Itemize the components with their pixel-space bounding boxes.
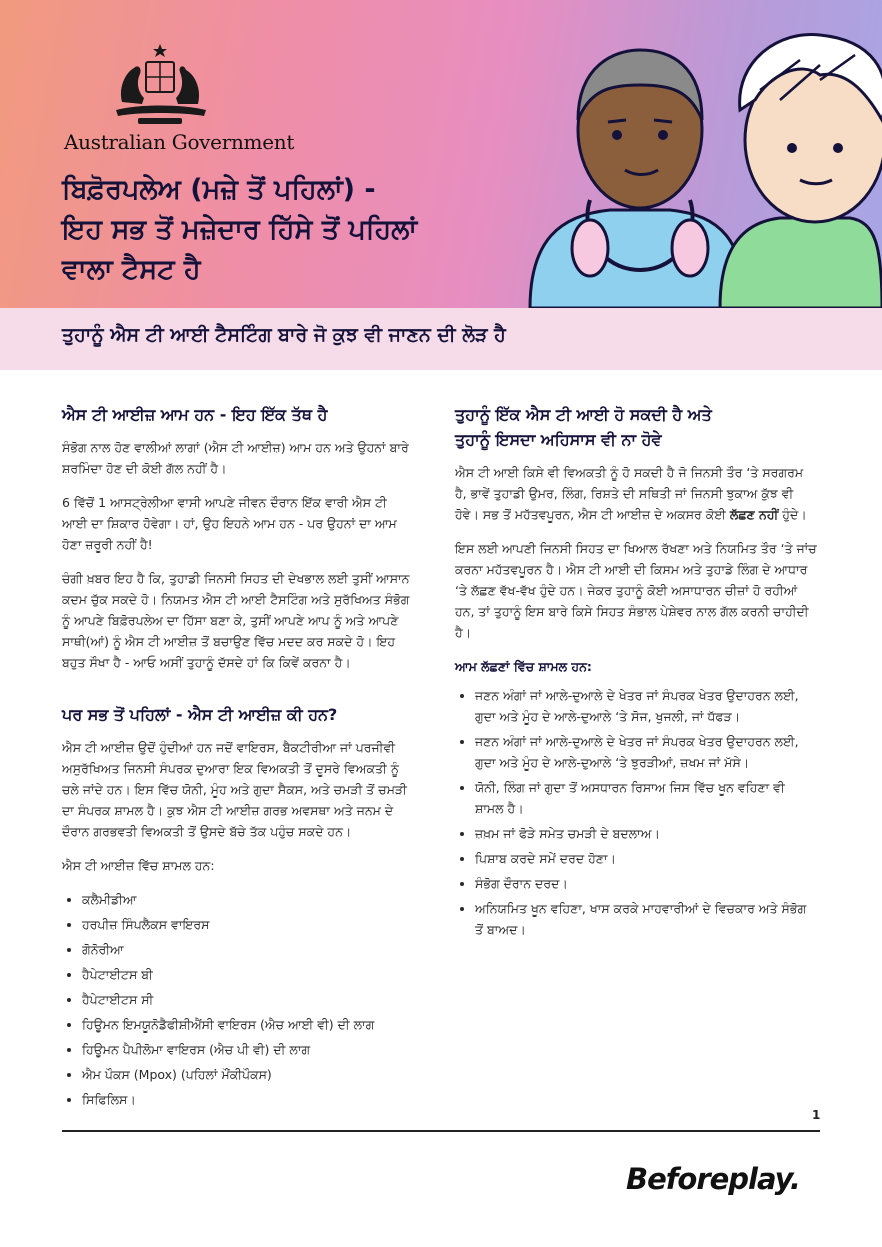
coat-of-arms-logo xyxy=(108,42,213,127)
list-item: • ਕਲੈਮੀਡੀਆ xyxy=(82,889,412,910)
list-item: • ਐਮ ਪੌਕਸ (Mpox) (ਪਹਿਲਾਂ ਮੌਂਕੀਪੌਕਸ) xyxy=(82,1064,412,1085)
paragraph: ਚੰਗੀ ਖ਼ਬਰ ਇਹ ਹੈ ਕਿ, ਤੁਹਾਡੀ ਜਿਨਸੀ ਸਿਹਤ ਦੀ ਦੇਖਭਾਲ ਲਈ ਤੁਸੀਂ ਆਸਾਨ ਕਦਮ ਚੁੱਕ ਸਕਦੇ ਹੋ। ਨਿਯਮਤ ਐਸ ਟੀ ਆਈ ਟੈਸਟਿੰਗ ਅਤੇ ਸੁਰੱਖਿਅਤ ਸੰਭੋਗ ਨੂੰ ਆਪਣੇ ਬਿਫ਼ੋਰਪਲੇਅ ਦਾ ਹਿੱਸਾ ਬਣਾ ਕੇ, ਤੁਸੀਂ ਆਪਣੇ ਆਪ ਨੂੰ ਅਤੇ ਆਪਣੇ ਸਾਥੀ(ਆਂ) ਨੂੰ ਐਸ ਟੀ ਆਈਜ਼ ਤੋਂ ਬਚਾਉਣ ਵਿੱਚ ਮਦਦ ਕਰ ਸਕਦੇ ਹੋ। ਇਹ ਬਹੁਤ ਸੌਖਾ ਹੈ - ਆਓ ਅਸੀਂ ਤੁਹਾਨੂੰ ਦੱਸਦੇ ਹਾਂ ਕਿ ਕਿਵੇਂ ਕਰਨਾ ਹੈ। xyxy=(62,571,410,670)
heading-line: ਤੁਹਾਨੂੰ ਇਸਦਾ ਅਹਿਸਾਸ ਵੀ ਨਾ ਹੋਵੇ xyxy=(455,430,662,449)
list-intro: ਐਸ ਟੀ ਆਈਜ਼ ਵਿੱਚ ਸ਼ਾਮਲ ਹਨ: xyxy=(62,858,215,873)
people-illustration xyxy=(520,30,882,308)
list-item: • ਸੰਭੋਗ ਦੌਰਾਨ ਦਰਦ। xyxy=(475,873,817,894)
subtitle-band xyxy=(0,308,882,370)
title-line-1: ਬਿਫ਼ੋਰਪਲੇਅ (ਮਜ਼ੇ ਤੋਂ ਪਹਿਲਾਂ) - xyxy=(62,174,376,205)
section-heading-you-may-have-sti xyxy=(455,402,817,452)
list-item: • ਹੈਪੇਟਾਈਟਸ ਸੀ xyxy=(82,989,412,1010)
emphasis-no-symptoms: ਲੱਛਣ ਨਹੀਂ xyxy=(729,507,779,522)
paragraph: 6 ਵਿੱਚੋਂ 1 ਆਸਟ੍ਰੇਲੀਆ ਵਾਸੀ ਆਪਣੇ ਜੀਵਨ ਦੌਰਾਨ ਇੱਕ ਵਾਰੀ ਐਸ ਟੀ ਆਈ ਦਾ ਸ਼ਿਕਾਰ ਹੋਵੇਗਾ। ਹਾਂ, ਉਹ ਇਹਨੇ ਆਮ ਹਨ - ਪਰ ਉਹਨਾਂ ਦਾ ਆਮ ਹੋਣਾ ਜ਼ਰੂਰੀ ਨਹੀਂ ਹੈ! xyxy=(62,495,397,552)
list-item: • ਹਿਊਮਨ ਪੈਪੀਲੋਮਾ ਵਾਇਰਸ (ਐਚ ਪੀ ਵੀ) ਦੀ ਲਾਗ xyxy=(82,1039,412,1060)
page-title xyxy=(62,170,582,290)
list-item: • ਗੋਨੋਰੀਆ xyxy=(82,939,412,960)
list-item: • ਜਣਨ ਅੰਗਾਂ ਜਾਂ ਆਲੇ-ਦੁਆਲੇ ਦੇ ਖੇਤਰ ਜਾਂ ਸੰਪਰਕ ਖੇਤਰ ਉਦਾਹਰਨ ਲਈ, ਗੁਦਾ ਅਤੇ ਮੂੰਹ ਦੇ ਆਲੇ-ਦੁਆਲੇ ‘ਤੇ ਝੁਰੜੀਆਂ, ਜ਼ਖਮ ਜਾਂ ਮੱਸੇ। xyxy=(475,731,817,773)
page-number: 1 xyxy=(812,1108,821,1122)
list-item: • ਹਿਊਮਨ ਇਮਯੂਨੋਡੈਫੀਸ਼ੀਐਂਸੀ ਵਾਇਰਸ (ਐਚ ਆਈ ਵੀ) ਦੀ ਲਾਗ xyxy=(82,1014,412,1035)
government-name: Australian Government xyxy=(64,130,295,154)
list-item: • ਹਰਪੀਜ਼ ਸਿੰਪਲੈਕਸ ਵਾਇਰਸ xyxy=(82,914,412,935)
paragraph: ਐਸ ਟੀ ਆਈਜ਼ ਉਦੋਂ ਹੁੰਦੀਆਂ ਹਨ ਜਦੋਂ ਵਾਇਰਸ, ਬੈਕਟੀਰੀਆ ਜਾਂ ਪਰਜੀਵੀ ਅਸੁਰੱਖਿਅਤ ਜਿਨਸੀ ਸੰਪਰਕ ਦੁਆਰਾ ਇਕ ਵਿਅਕਤੀ ਤੋਂ ਦੂਸਰੇ ਵਿਅਕਤੀ ਨੂੰ ਚਲੇ ਜਾਂਦੇ ਹਨ। ਇਸ ਵਿੱਚ ਯੋਨੀ, ਮੂੰਹ ਅਤੇ ਗੁਦਾ ਸੈਕਸ, ਅਤੇ ਚਮੜੀ ਤੋਂ ਚਮੜੀ ਦਾ ਸੰਪਰਕ ਸ਼ਾਮਲ ਹੈ। ਕੁਝ ਐਸ ਟੀ ਆਈਜ਼ ਗਰਭ ਅਵਸਥਾ ਅਤੇ ਜਨਮ ਦੇ ਦੌਰਾਨ ਗਰਭਵਤੀ ਵਿਅਕਤੀ ਤੋਂ ਉਸਦੇ ਬੱਚੇ ਤੱਕ ਪਹੁੰਚ ਸਕਦੇ ਹਨ। xyxy=(62,740,407,839)
subtitle: ਤੁਹਾਨੂੰ ਐਸ ਟੀ ਆਈ ਟੈਸਟਿੰਗ ਬਾਰੇ ਜੋ ਕੁਝ ਵੀ ਜਾਣਨ ਦੀ ਲੋੜ ਹੈ xyxy=(62,324,506,346)
paragraph xyxy=(455,462,817,525)
paragraph: ਸੰਭੋਗ ਨਾਲ ਹੋਣ ਵਾਲੀਆਂ ਲਾਗਾਂ (ਐਸ ਟੀ ਆਈਜ਼) ਆਮ ਹਨ ਅਤੇ ਉਹਨਾਂ ਬਾਰੇ ਸ਼ਰਮਿੰਦਾ ਹੋਣ ਦੀ ਕੋਈ ਗੱਲ ਨਹੀਂ ਹੈ। xyxy=(62,440,409,476)
beforeplay-logo: Beforeplay. xyxy=(626,1162,800,1196)
title-line-2: ਇਹ ਸਭ ਤੋਂ ਮਜ਼ੇਦਾਰ ਹਿੱਸੇ ਤੋਂ ਪਹਿਲਾਂ xyxy=(62,214,418,245)
heading-line: ਤੁਹਾਨੂੰ ਇੱਕ ਐਸ ਟੀ ਆਈ ਹੋ ਸਕਦੀ ਹੈ ਅਤੇ xyxy=(455,405,712,424)
list-item: • ਹੈਪੇਟਾਈਟਸ ਬੀ xyxy=(82,964,412,985)
section-heading-what-are-stis: ਪਰ ਸਭ ਤੋਂ ਪਹਿਲਾਂ - ਐਸ ਟੀ ਆਈਜ਼ ਕੀ ਹਨ? xyxy=(62,705,338,724)
list-item: • ਅਨਿਯਮਿਤ ਖੂਨ ਵਹਿਣਾ, ਖਾਸ ਕਰਕੇ ਮਾਹਵਾਰੀਆਂ ਦੇ ਵਿਚਕਾਰ ਅਤੇ ਸੰਭੋਗ ਤੋਂ ਬਾਅਦ। xyxy=(475,898,817,940)
list-item: • ਯੋਨੀ, ਲਿੰਗ ਜਾਂ ਗੁਦਾ ਤੋਂ ਅਸਧਾਰਨ ਰਿਸਾਅ ਜਿਸ ਵਿੱਚ ਖੂਨ ਵਹਿਣਾ ਵੀ ਸ਼ਾਮਲ ਹੈ। xyxy=(475,777,817,819)
paragraph-text: ਐਸ ਟੀ ਆਈ ਕਿਸੇ ਵੀ ਵਿਅਕਤੀ ਨੂੰ ਹੋ ਸਕਦੀ ਹੈ ਜੋ ਜਿਨਸੀ ਤੌਰ ‘ਤੇ ਸਰਗਰਮ ਹੈ, ਭਾਵੇਂ ਤੁਹਾਡੀ ਉਮਰ, ਲਿੰਗ, ਰਿਸ਼ਤੇ ਦੀ ਸਥਿਤੀ ਜਾਂ ਜਿਨਸੀ ਝੁਕਾਅ ਕੁੱਝ ਵੀ ਹੋਵੇ। ਸਭ ਤੋਂ ਮਹੱਤਵਪੂਰਨ, ਐਸ ਟੀ ਆਈਜ਼ ਦੇ ਅਕਸਰ ਕੋਈ xyxy=(455,465,804,522)
list-item: • ਜਣਨ ਅੰਗਾਂ ਜਾਂ ਆਲੇ-ਦੁਆਲੇ ਦੇ ਖੇਤਰ ਜਾਂ ਸੰਪਰਕ ਖੇਤਰ ਉਦਾਹਰਨ ਲਈ, ਗੁਦਾ ਅਤੇ ਮੂੰਹ ਦੇ ਆਲੇ-ਦੁਆਲੇ ‘ਤੇ ਸੋਜ, ਖੁਜਲੀ, ਜਾਂ ਧੱਫੜ। xyxy=(475,685,817,727)
list-item: • ਸਿਫਿਲਿਸ। xyxy=(82,1089,412,1110)
paragraph-text-end: ਹੁੰਦੇ। xyxy=(782,507,807,522)
hero-banner xyxy=(0,0,882,308)
symptoms-list xyxy=(455,685,817,940)
symptoms-heading: ਆਮ ਲੱਛਣਾਂ ਵਿੱਚ ਸ਼ਾਮਲ ਹਨ: xyxy=(455,659,592,674)
title-line-3: ਵਾਲਾ ਟੈਸਟ ਹੈ xyxy=(62,254,201,285)
list-item: • ਪਿਸ਼ਾਬ ਕਰਦੇ ਸਮੇਂ ਦਰਦ ਹੋਣਾ। xyxy=(475,848,817,869)
list-item: • ਜ਼ਖ਼ਮ ਜਾਂ ਫੋੜੇ ਸਮੇਤ ਚਮੜੀ ਦੇ ਬਦਲਾਅ। xyxy=(475,823,817,844)
section-heading-sti-common: ਐਸ ਟੀ ਆਈਜ਼ ਆਮ ਹਨ - ਇਹ ਇੱਕ ਤੱਥ ਹੈ xyxy=(62,405,328,424)
sti-list xyxy=(62,889,412,1110)
right-column xyxy=(455,402,817,952)
left-column xyxy=(62,402,412,1122)
footer-divider xyxy=(62,1130,820,1132)
paragraph: ਇਸ ਲਈ ਆਪਣੀ ਜਿਨਸੀ ਸਿਹਤ ਦਾ ਖਿਆਲ ਰੱਖਣਾ ਅਤੇ ਨਿਯਮਿਤ ਤੌਰ ‘ਤੇ ਜਾਂਚ ਕਰਨਾ ਮਹੱਤਵਪੂਰਨ ਹੈ। ਐਸ ਟੀ ਆਈ ਦੀ ਕਿਸਮ ਅਤੇ ਤੁਹਾਡੇ ਲਿੰਗ ਦੇ ਆਧਾਰ ‘ਤੇ ਲੱਛਣ ਵੱਖ-ਵੱਖ ਹੁੰਦੇ ਹਨ। ਜੇਕਰ ਤੁਹਾਨੂੰ ਕੋਈ ਅਸਾਧਾਰਨ ਚੀਜ਼ਾਂ ਹੋ ਰਹੀਆਂ ਹਨ, ਤਾਂ ਤੁਹਾਨੂੰ ਇਸ ਬਾਰੇ ਕਿਸੇ ਸਿਹਤ ਸੰਭਾਲ ਪੇਸ਼ੇਵਰ ਨਾਲ ਗੱਲ ਕਰਨੀ ਚਾਹੀਦੀ ਹੈ। xyxy=(455,541,817,640)
